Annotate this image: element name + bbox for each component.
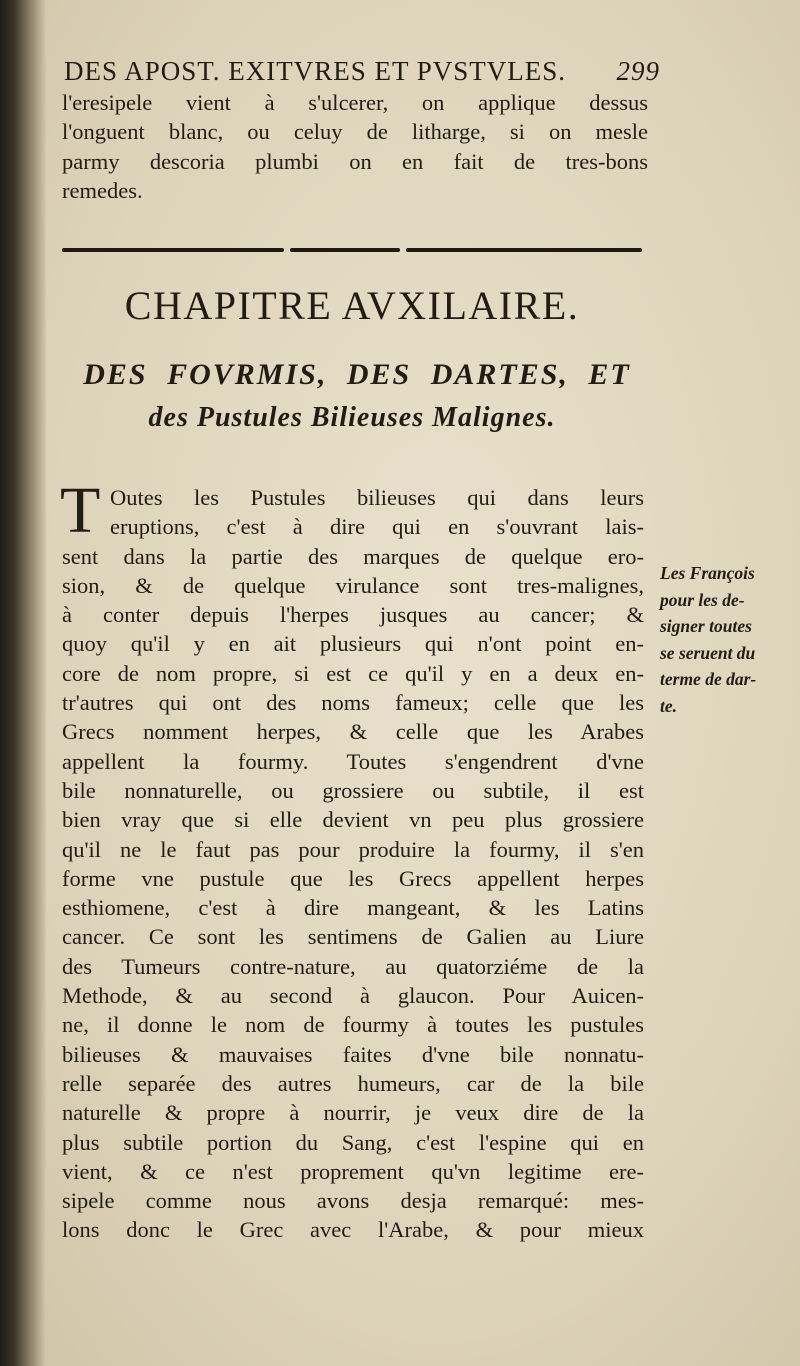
text-line: l'onguent blanc, ou celuy de litharge, si on mesle	[62, 119, 648, 145]
margin-note-line: signer toutes	[660, 616, 752, 636]
text-line: eruptions, c'est à dire qui en s'ouvrant lais-	[110, 514, 644, 540]
text-line: Grecs nomment herpes, & celle que les Arabes	[62, 719, 644, 745]
text-line: bile nonnaturelle, ou grossiere ou subtile, il est	[62, 777, 644, 803]
text-line: relle separée des autres humeurs, car de la bile	[62, 1070, 644, 1096]
text-line: esthiomene, c'est à dire mangeant, & les Latins	[62, 895, 644, 921]
running-head-title: DES APOST. EXITVRES ET PVSTVLES.	[64, 56, 567, 86]
chapter-title: CHAPITRE AVXILAIRE.	[124, 283, 580, 328]
text-line: à conter depuis l'herpes jusques au cancer; &	[62, 602, 644, 628]
text-line: sipele comme nous avons desja remarqué: mes-	[62, 1188, 644, 1214]
margin-note-line: te.	[660, 695, 678, 716]
text-line: lons donc le Grec avec l'Arabe, & pour mieux	[62, 1217, 644, 1243]
rule-segment	[62, 248, 284, 252]
margin-note-line: terme de dar-	[660, 669, 757, 689]
page-number: 299	[616, 56, 660, 86]
text-line: ne, il donne le nom de fourmy à toutes les pustules	[62, 1012, 644, 1038]
text-line: Outes les Pustules bilieuses qui dans leurs	[110, 485, 644, 510]
text-line: forme vne pustule que les Grecs appellent herpes	[62, 865, 644, 891]
text-line: naturelle & propre à nourrir, je veux dire de la	[62, 1100, 644, 1126]
text-line: des Tumeurs contre-nature, au quatorziéme de la	[62, 953, 644, 979]
running-head	[64, 56, 660, 90]
section-divider-rule	[62, 248, 642, 254]
rule-segment	[406, 248, 642, 252]
text-line: sion, & de quelque virulance sont tres-malignes,	[62, 572, 644, 598]
margin-note-line: se seruent du	[660, 642, 756, 663]
text-line: bilieuses & mauvaises faites d'vne bile nonnatu-	[62, 1041, 644, 1067]
text-line: bien vray que si elle devient vn peu plus grossiere	[62, 807, 644, 833]
chapter-subtitle-line-2: des Pustules Bilieuses Malignes.	[148, 402, 556, 433]
text-line: plus subtile portion du Sang, c'est l'espine qui en	[62, 1129, 644, 1155]
margin-note	[660, 560, 790, 719]
chapter-subtitle-line-1: DES FOVRMIS, DES DARTES, ET	[83, 358, 631, 391]
drop-cap: T	[60, 474, 101, 547]
text-line: l'eresipele vient à s'ulcerer, on applique dessus	[62, 90, 648, 115]
text-line: parmy descoria plumbi on en fait de tres-bons	[62, 148, 648, 174]
text-line: core de nom propre, si est ce qu'il y en a deux en-	[62, 660, 644, 686]
text-line: remedes.	[62, 177, 143, 203]
continued-paragraph	[62, 88, 648, 205]
text-line: qu'il ne le faut pas pour produire la fourmy, il s'en	[62, 836, 644, 862]
text-line: sent dans la partie des marques de quelque ero-	[62, 543, 644, 569]
text-line: appellent la fourmy. Toutes s'engendrent d'vne	[62, 748, 644, 774]
margin-note-line: Les François	[660, 563, 755, 583]
text-line: quoy qu'il y en ait plusieurs qui n'ont point en-	[62, 631, 644, 657]
body-paragraph	[62, 483, 644, 1245]
rule-segment	[290, 248, 400, 252]
text-line: tr'autres qui ont des noms fameux; celle que les	[62, 690, 644, 716]
margin-note-line: pour les de-	[660, 589, 745, 610]
book-binding-gutter	[0, 0, 46, 1366]
text-line: cancer. Ce sont les sentimens de Galien au Liure	[62, 924, 644, 950]
text-line: Methode, & au second à glaucon. Pour Auicen-	[62, 983, 644, 1009]
text-line: vient, & ce n'est proprement qu'vn legitime ere-	[62, 1158, 644, 1184]
